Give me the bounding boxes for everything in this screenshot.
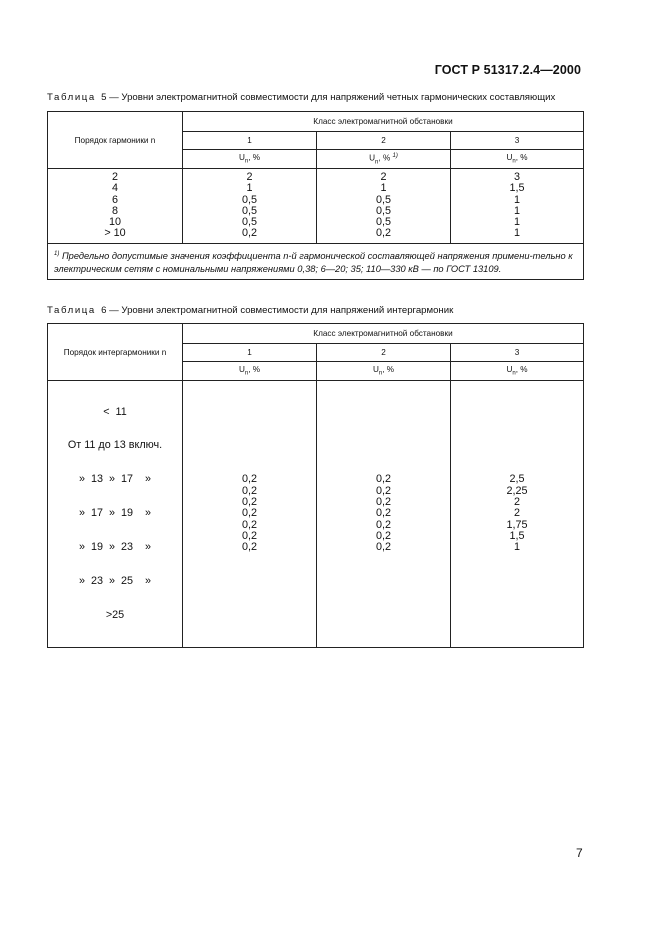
table6-class-2: 2: [317, 344, 451, 362]
table5-label: Таблица: [47, 92, 96, 103]
table6-value: 0,2: [375, 473, 391, 486]
table5-unit-2: $U_n$, % $^{1)}$: [317, 150, 451, 169]
table6-value: 0,2: [241, 529, 257, 542]
table5-value: 1: [514, 216, 521, 229]
table6-value: 0,2: [241, 541, 257, 554]
table5-value: 0,5: [241, 204, 257, 217]
table5-footnote: [48, 243, 584, 279]
table5-order: > 10: [104, 227, 126, 240]
table5-value: 0,5: [375, 204, 391, 217]
table5-value: 2: [380, 171, 387, 183]
table6-order: » 19 » 23 »: [78, 541, 152, 554]
table6-value: 1,75: [506, 518, 528, 531]
table5-value: 1: [380, 182, 387, 195]
table6-value: 1: [514, 541, 521, 554]
table6-value: 2: [514, 507, 521, 520]
table6-orders: [48, 381, 183, 648]
table5-col1: [183, 169, 317, 244]
table6-value: 0,2: [375, 529, 391, 542]
table6-order: >25: [105, 608, 125, 621]
footnote-mark: 1): [54, 250, 60, 257]
table5-unit-1: $U_n$, %: [183, 150, 317, 169]
table6-order: » 23 » 25 »: [78, 575, 152, 588]
table5-order: 6: [111, 193, 118, 206]
footnote-text: Предельно допустимые значения коэффициента n-й гармонической составляющей напряжения примени-тельно к электрическим сетям с номинальными напряжениями 0,38; 6—20; 35; 110—330 кВ — по ГОСТ 13109.: [54, 250, 573, 274]
table5-row-header: Порядок гармоники n: [48, 112, 183, 169]
table5-orders: [48, 169, 183, 244]
table6-unit-2: $U_n$, %: [317, 362, 451, 381]
document-code: ГОСТ Р 51317.2.4—2000: [434, 63, 581, 77]
table6-value: 0,2: [375, 495, 391, 508]
table6-value: 0,2: [375, 484, 391, 497]
table6-order: » 17 » 19 »: [78, 507, 152, 520]
table5-value: 0,2: [375, 227, 391, 240]
table5-caption: [47, 92, 555, 103]
table5-col3: [451, 169, 584, 244]
table6-value: 0,2: [241, 518, 257, 531]
table6-order: » 13 » 17 »: [78, 473, 152, 486]
table5-value: 0,2: [241, 227, 257, 240]
table5-value: 2: [246, 171, 253, 183]
table5-value: 1: [514, 193, 521, 206]
table5-order: 8: [111, 204, 118, 217]
table6: [47, 323, 584, 648]
table6-caption: [47, 305, 453, 316]
table6-unit-1: $U_n$, %: [183, 362, 317, 381]
table5-col2: [317, 169, 451, 244]
table5-value: 1: [514, 227, 521, 240]
table5-value: 3: [514, 171, 521, 183]
table5-order: 4: [111, 182, 118, 195]
table5-value: 1,5: [509, 182, 525, 195]
table5-class-1: 1: [183, 132, 317, 150]
table5-value: 0,5: [375, 193, 391, 206]
table6-caption-text: 6 — Уровни электромагнитной совместимости для напряжений интергармоник: [101, 305, 454, 316]
table5-value: 0,5: [241, 193, 257, 206]
page-number: 7: [576, 846, 583, 860]
table6-value: 0,2: [375, 541, 391, 554]
table5-value: 1: [514, 204, 521, 217]
table5-value: 0,5: [241, 216, 257, 229]
table5-caption-text: 5 — Уровни электромагнитной совместимости для напряжений четных гармонических составляющих: [101, 92, 556, 103]
table6-col3: [451, 381, 584, 648]
table6-value: 2,5: [509, 473, 525, 486]
table6-col1: [183, 381, 317, 648]
table6-value: 0,2: [375, 518, 391, 531]
table6-class-3: 3: [451, 344, 584, 362]
table6-value: 0,2: [241, 495, 257, 508]
table5-unit-3: $U_n$, %: [451, 150, 584, 169]
table5-class-3: 3: [451, 132, 584, 150]
table6-value: 0,2: [241, 473, 257, 486]
table6-row-header: Порядок интергармоники n: [48, 324, 183, 381]
table5-order: 2: [111, 171, 118, 183]
table6-value: 2,25: [506, 484, 528, 497]
table6-class-1: 1: [183, 344, 317, 362]
table6-label: Таблица: [47, 305, 96, 316]
table5: [47, 111, 584, 280]
table5-value: 0,5: [375, 216, 391, 229]
table5-class-2: 2: [317, 132, 451, 150]
table6-value: 0,2: [241, 507, 257, 520]
table5-class-header: Класс электромагнитной обстановки: [183, 112, 584, 132]
table6-class-header: Класс электромагнитной обстановки: [183, 324, 584, 344]
table6-col2: [317, 381, 451, 648]
table6-unit-3: $U_n$, %: [451, 362, 584, 381]
table6-value: 1,5: [509, 529, 525, 542]
table6-order: От 11 до 13 включ.: [67, 439, 163, 452]
table5-order: 10: [108, 216, 121, 229]
table6-order: < 11: [103, 405, 127, 418]
table6-value: 0,2: [241, 484, 257, 497]
table5-value: 1: [246, 182, 253, 195]
table6-value: 0,2: [375, 507, 391, 520]
table6-value: 2: [514, 495, 521, 508]
